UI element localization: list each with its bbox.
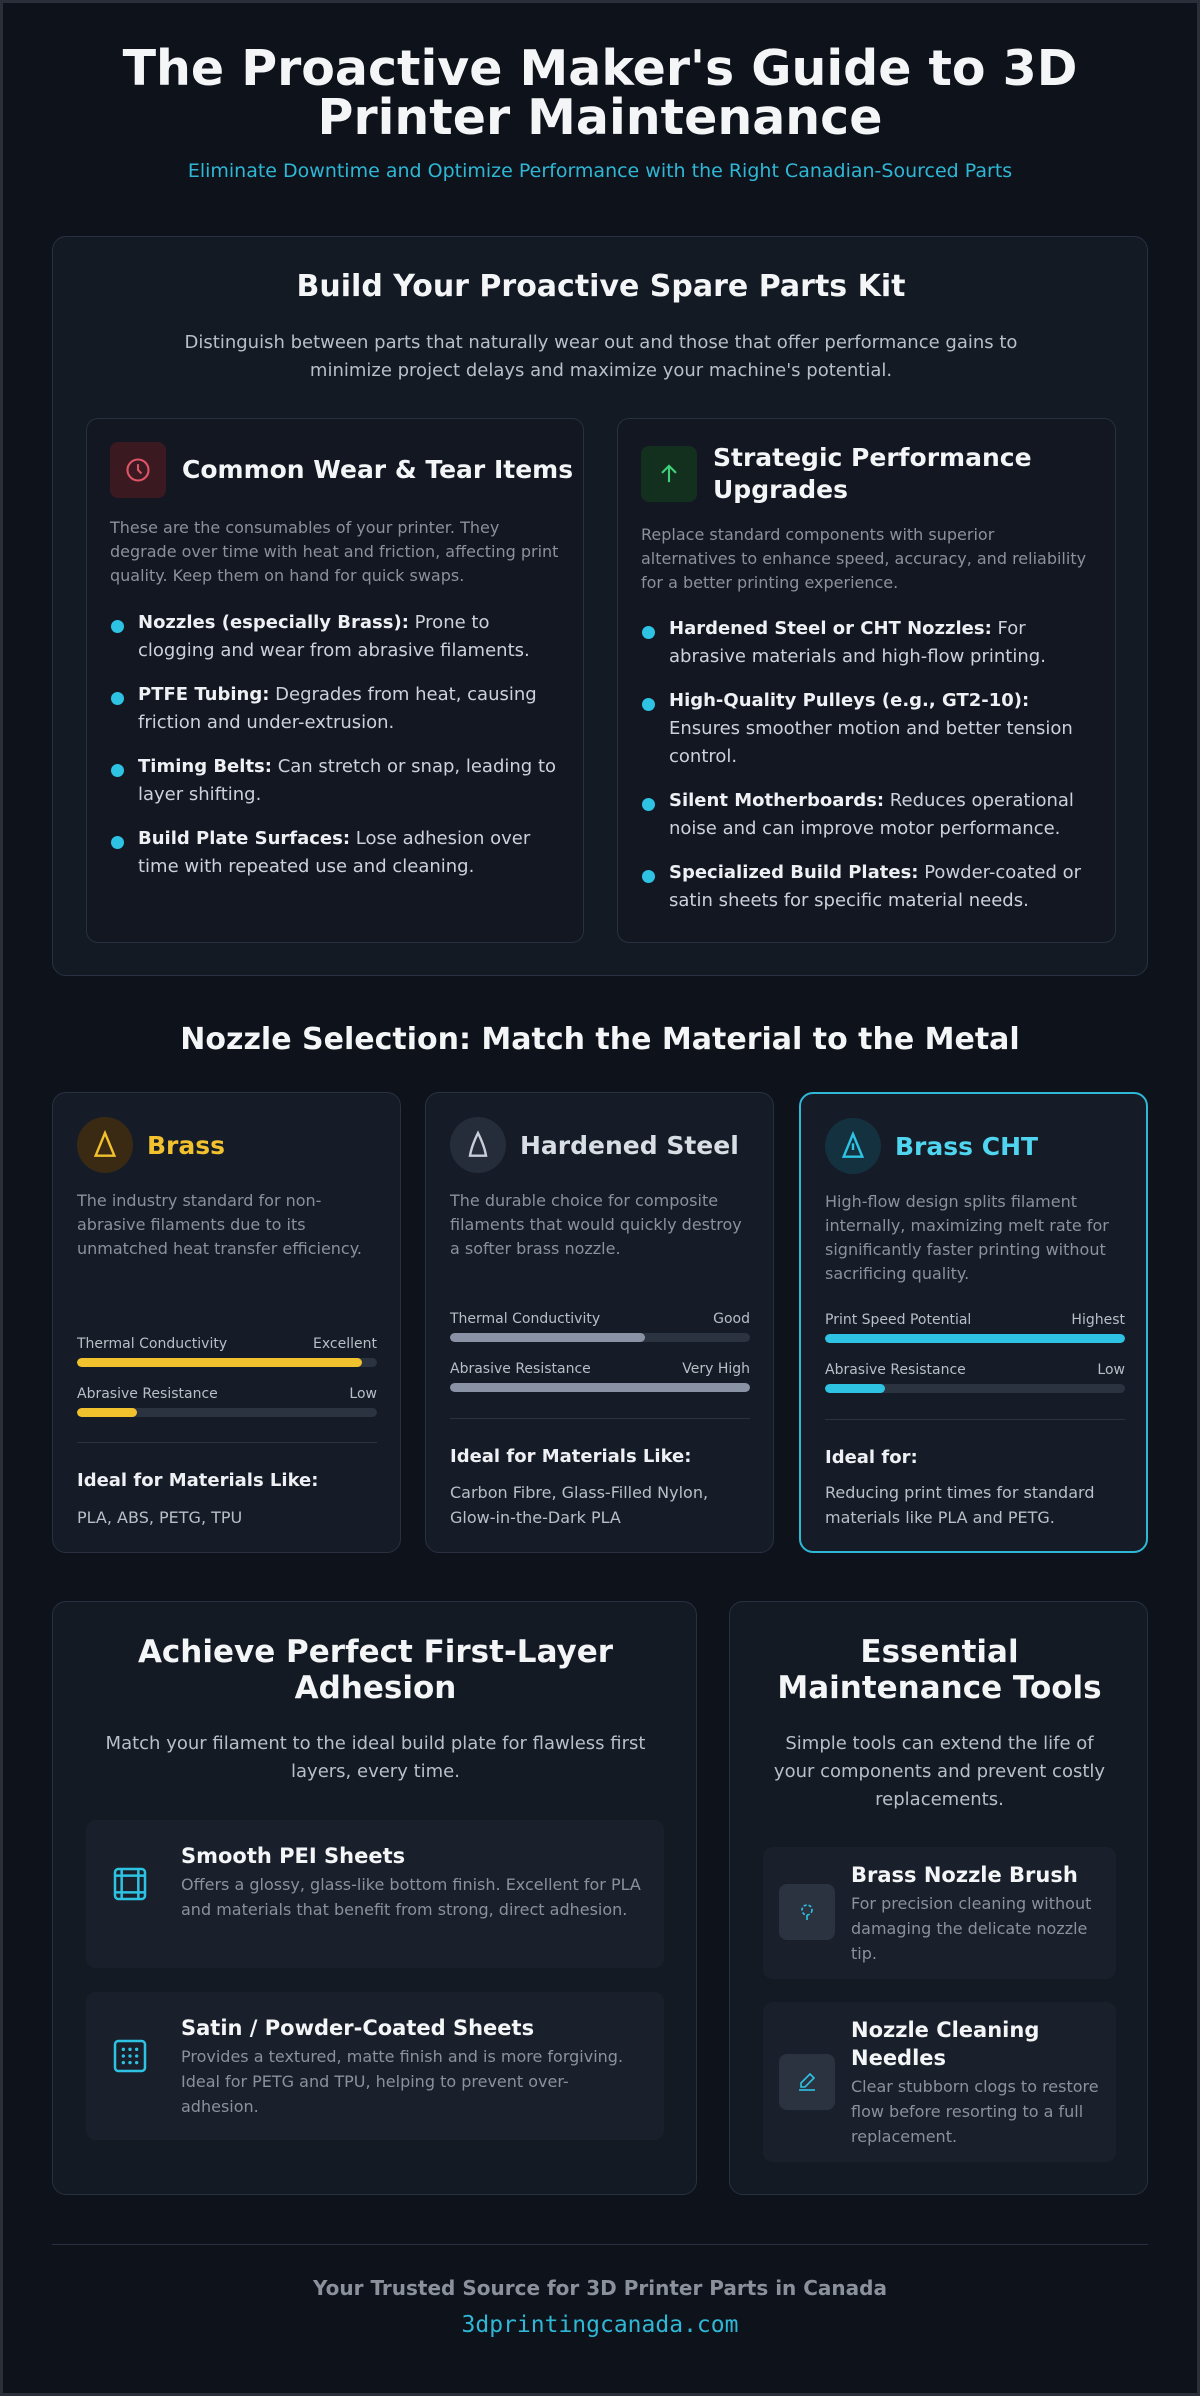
- upgrades-card: [617, 418, 1116, 943]
- upgrades-card-desc: Replace standard components with superior alternatives to enhance speed, accuracy, and reliability for a better printing experience.: [641, 525, 1087, 592]
- nozzle-desc: High-flow design splits filament internally, maximizing melt rate for significantly faster printing without sacrificing quality.: [825, 1192, 1109, 1283]
- adhesion-panel: [52, 1601, 697, 2195]
- list-item: PTFE Tubing: Degrades from heat, causing friction and under-extrusion.: [110, 681, 562, 737]
- spare-parts-lead: Distinguish between parts that naturally wear out and those that offer performance gains to minimize project delays and maximize your machine's potential.: [184, 332, 1018, 381]
- nozzle-desc: The industry standard for non-abrasive filaments due to its unmatched heat transfer efficiency.: [77, 1191, 362, 1258]
- divider: [450, 1418, 750, 1419]
- tool-item-nozzle-brush: [763, 1847, 1116, 1979]
- spare-parts-panel: [52, 236, 1148, 976]
- nozzle-card-brass: [52, 1092, 401, 1553]
- ideal-title: Ideal for Materials Like:: [77, 1470, 319, 1491]
- wear-card-title: Common Wear & Tear Items: [182, 455, 574, 484]
- tool-desc: Clear stubborn clogs to restore flow before resorting to a full replacement.: [851, 2077, 1099, 2146]
- clock-icon: [110, 442, 166, 498]
- page-header: [0, 40, 1200, 182]
- nozzle-card-hardened-steel: [425, 1092, 774, 1553]
- metric-thermal-conductivity: Thermal Conductivity Good: [450, 1311, 750, 1342]
- metric-abrasive-resistance: Abrasive Resistance Very High: [450, 1361, 750, 1392]
- needle-icon: [779, 2054, 835, 2110]
- adhesion-lead: Match your filament to the ideal build plate for flawless first layers, every time.: [105, 1733, 646, 1782]
- divider: [77, 1442, 377, 1443]
- wear-items-list: [110, 609, 562, 897]
- dot-grid-icon: [110, 2036, 150, 2076]
- tools-title: Essential Maintenance Tools: [777, 1634, 1102, 1706]
- nozzle-name: Brass: [147, 1130, 226, 1160]
- page-title: The Proactive Maker's Guide to 3D Printer Maintenance: [122, 40, 1078, 146]
- wear-card-desc: These are the consumables of your printer. They degrade over time with heat and friction, affecting print quality. Keep them on hand for quick swaps.: [110, 518, 559, 585]
- ideal-title: Ideal for Materials Like:: [450, 1446, 692, 1467]
- ideal-title: Ideal for:: [825, 1447, 918, 1468]
- footer-divider: [52, 2244, 1148, 2245]
- spare-parts-title: Build Your Proactive Spare Parts Kit: [296, 269, 906, 304]
- plate-desc: Provides a textured, matte finish and is more forgiving. Ideal for PETG and TPU, helping to prevent over-adhesion.: [181, 2047, 624, 2116]
- arrow-up-icon: [641, 446, 697, 502]
- wear-card-header: [110, 442, 573, 498]
- plate-item-smooth-pei: [86, 1820, 664, 1968]
- nozzle-name: Brass CHT: [895, 1131, 1039, 1161]
- divider: [825, 1419, 1125, 1420]
- metric-thermal-conductivity: Thermal Conductivity Excellent: [77, 1336, 377, 1367]
- tool-item-cleaning-needles: [763, 2002, 1116, 2162]
- brush-icon: [779, 1884, 835, 1940]
- list-item: Timing Belts: Can stretch or snap, leading to layer shifting.: [110, 753, 562, 809]
- upgrades-list: [641, 615, 1093, 931]
- list-item: Hardened Steel or CHT Nozzles: For abrasive materials and high-flow printing.: [641, 615, 1093, 671]
- grid-frame-icon: [110, 1864, 150, 1904]
- adhesion-title: Achieve Perfect First-Layer Adhesion: [137, 1634, 614, 1706]
- tool-title: Nozzle Cleaning Needles: [851, 2018, 1040, 2070]
- ideal-text: Carbon Fibre, Glass-Filled Nylon, Glow-in-the-Dark PLA: [450, 1483, 709, 1527]
- nozzle-name: Hardened Steel: [520, 1130, 739, 1160]
- tool-title: Brass Nozzle Brush: [851, 1863, 1078, 1887]
- footer: [0, 2276, 1200, 2338]
- metric-abrasive-resistance: Abrasive Resistance Low: [825, 1362, 1125, 1393]
- nozzle-section-title: Nozzle Selection: Match the Material to the Metal: [180, 1022, 1020, 1057]
- plate-title: Satin / Powder-Coated Sheets: [181, 2016, 535, 2040]
- plate-title: Smooth PEI Sheets: [181, 1844, 406, 1868]
- tools-panel: [729, 1601, 1148, 2195]
- footer-tagline: Your Trusted Source for 3D Printer Parts in Canada: [313, 2276, 887, 2300]
- nozzle-desc: The durable choice for composite filaments that would quickly destroy a softer brass nozzle.: [450, 1191, 742, 1258]
- ideal-text: PLA, ABS, PETG, TPU: [77, 1508, 243, 1527]
- list-item: Nozzles (especially Brass): Prone to clogging and wear from abrasive filaments.: [110, 609, 562, 665]
- page-subtitle: Eliminate Downtime and Optimize Performance with the Right Canadian-Sourced Parts: [187, 160, 1013, 182]
- nozzle-icon: [77, 1117, 133, 1173]
- list-item: High-Quality Pulleys (e.g., GT2-10): Ensures smoother motion and better tension control.: [641, 687, 1093, 771]
- nozzle-card-brass-cht: [799, 1092, 1148, 1553]
- upgrades-card-header: [641, 442, 1043, 506]
- plate-item-satin: [86, 1992, 664, 2140]
- list-item: Specialized Build Plates: Powder-coated or satin sheets for specific material needs.: [641, 859, 1093, 915]
- metric-abrasive-resistance: Abrasive Resistance Low: [77, 1386, 377, 1417]
- plate-desc: Offers a glossy, glass-like bottom finish. Excellent for PLA and materials that benefit from strong, direct adhesion.: [181, 1875, 641, 1919]
- tool-desc: For precision cleaning without damaging the delicate nozzle tip.: [851, 1894, 1092, 1963]
- nozzle-icon: [450, 1117, 506, 1173]
- footer-link[interactable]: 3dprintingcanada.com: [461, 2312, 739, 2338]
- list-item: Build Plate Surfaces: Lose adhesion over time with repeated use and cleaning.: [110, 825, 562, 881]
- list-item: Silent Motherboards: Reduces operational noise and can improve motor performance.: [641, 787, 1093, 843]
- nozzle-icon: [825, 1118, 881, 1174]
- ideal-text: Reducing print times for standard materials like PLA and PETG.: [825, 1483, 1095, 1527]
- upgrades-card-title: Strategic Performance Upgrades: [713, 443, 1032, 504]
- tools-lead: Simple tools can extend the life of your components and prevent costly replacements.: [773, 1733, 1106, 1810]
- wear-items-card: [86, 418, 584, 943]
- metric-print-speed-potential: Print Speed Potential Highest: [825, 1312, 1125, 1343]
